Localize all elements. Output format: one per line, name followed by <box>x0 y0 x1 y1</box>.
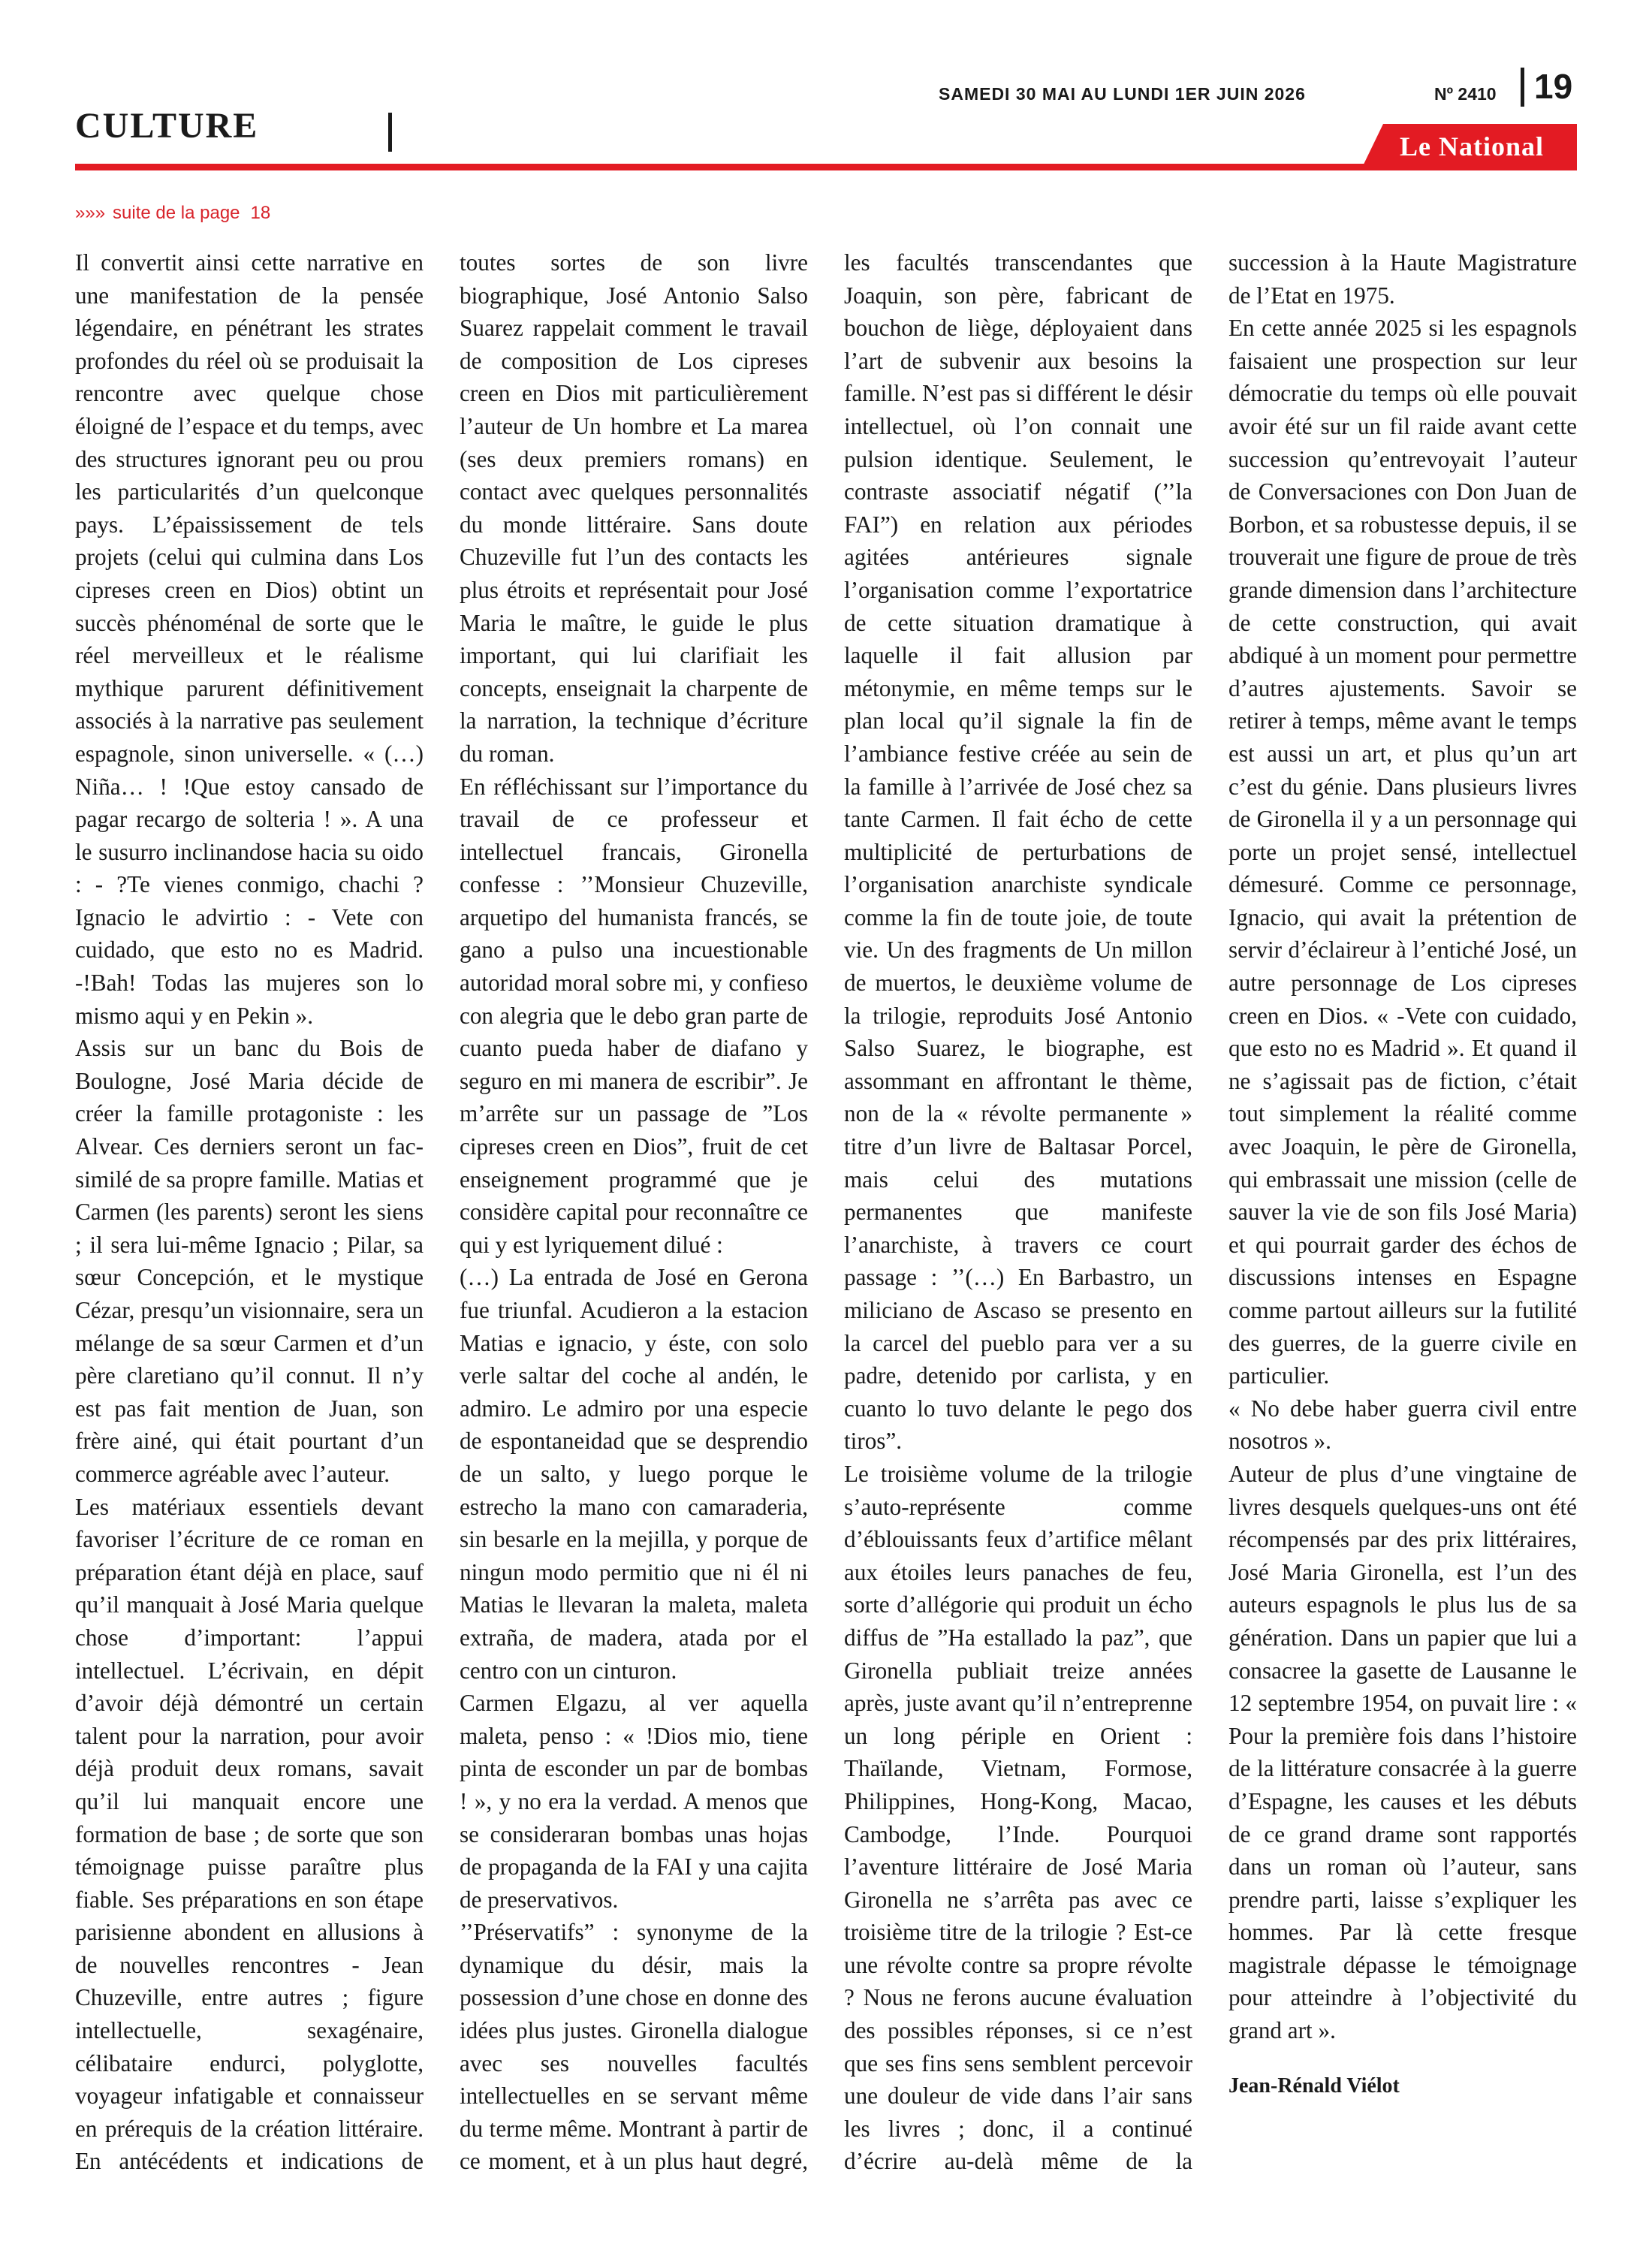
article-paragraph: Assis sur un banc du Bois de Boulogne, José Maria décide de créer la famille protagoniste : les Alvear. Ces derniers seront un fac-similé de sa propre famille. Matias et Carmen (les parents) seront les siens ; il sera lui-même Ignacio ; Pilar, sa sœur Concepción, et le mystique Cézar, presqu’un visionnaire, sera un mélange de sa sœur Carmen et d’un père claretiano qu’il connut. Il n’y est pas fait mention de Juan, son frère ainé, qui était pourtant d’un commerce agréable avec l’auteur. <box>75 1035 424 1487</box>
issue-date: SAMEDI 30 MAI AU LUNDI 1ER JUIN 2026 <box>939 84 1306 104</box>
article-paragraph: En réfléchissant sur l’importance du travail de ce professeur et intellectuel francais, Gironella confesse : ’’Monsieur Chuzeville, arquetipo del humanista francés, se gano a pulso una incuestionable autoridad moral sobre mi, y confieso con alegria que le debo gran parte de cuanto pueda haber de diafano y seguro en mi manera de escribir”. Je m’arrête sur un passage de ”Los cipreses creen en Dios”, fruit de cet enseignement programmé que je considère capital pour reconnaître ce qui y est lyriquement dilué : <box>460 773 808 1258</box>
article-paragraph: Carmen Elgazu, al ver aquella maleta, penso : « !Dios mio, tiene pinta de esconder un par de bombas ! », y no era la verdad. A menos que se consideraran bombas unas hojas de propaganda de la FAI y una cajita de preservativos. <box>460 1690 808 1913</box>
article-paragraph: « No debe haber guerra civil entre nosotros ». <box>1228 1395 1577 1455</box>
continued-arrows: »»» <box>75 203 106 223</box>
article-paragraph: En cette année 2025 si les espagnols faisaient une prospection sur leur démocratie du temps où elle pouvait avoir été sur un fil raide avant cette succession qu’entrevoyait l’auteur de Conversaciones con Don Juan de Borbon, et sa robustesse depuis, il se trouverait une figure de proue de très grande dimension dans l’architecture de cette construction, qui avait abdiqué à un moment pour permettre d’autres ajustements. Savoir se retirer à temps, même avant le temps est aussi un art, et plus qu’un art c’est du génie. Dans plusieurs livres de Gironella il y a un personnage qui porte un projet sensé, intellectuel démesuré. Comme ce personnage, Ignacio, qui avait la prétention de servir d’éclaireur à l’entiché José, un autre personnage de Los cipreses creen en Dios. « -Vete con cuidado, que esto no es Madrid ». Et quand il ne s’agissait pas de fiction, c’était tout simplement la réalité comme avec Joaquin, le père de Gironella, qui embrassait une mission (celle de sauver la vie de son fils José Maria) et qui pourrait garder des échos de discussions intenses en Espagne comme partout ailleurs sur la futilité des guerres, de la guerre civile en particulier. <box>1228 315 1577 1389</box>
article-paragraph: Il convertit ainsi cette narrative en une manifestation de la pensée légendaire, en pénétrant les strates profondes du réel où se produisait la rencontre avec quelque chose éloigné de l’espace et du temps, avec des structures ignorant peu ou prou les particularités d’un quelconque pays. L’épaississement de tels projets (celui qui culmina dans Los cipreses creen en Dios) obtint un succès phénoménal de sorte que le réel merveilleux et le réalisme mythique parurent définitivement associés à la narrative pas seulement espagnole, sinon universelle. « (…) Niña… ! !Que estoy cansado de pagar recargo de solteria ! ». A una le susurro inclinandose hacia su oido : - ?Te vienes conmigo, chachi ? Ignacio le advirtio : - Vete con cuidado, que esto no es Madrid. -!Bah! Todas las mujeres son lo mismo aqui y en Pekin ». <box>75 249 424 1029</box>
header-divider <box>1521 68 1524 107</box>
brand-logo: Le National <box>1399 131 1544 161</box>
article-paragraph: Auteur de plus d’une vingtaine de livres desquels quelques-uns ont été récompensés par des prix littéraires, José Maria Gironella, est l’un des auteurs espagnols le plus lus de sa génération. Dans un papier que lui a consacree la gasette de Lausanne le 12 septembre 1954, on puvait lire : « Pour la première fois dans l’histoire de la littérature consacrée à la guerre d’Espagne, les causes et les débuts de ce grand drame sont rapportés dans un roman où l’auteur, sans prendre parti, laisse s’expliquer les hommes. Par là cette fresque magistrale dépasse le témoignage pour atteindre à l’objectivité du grand art ». <box>1228 1460 1577 2044</box>
section-title: CULTURE <box>75 106 259 146</box>
section-divider <box>388 113 392 152</box>
header-rule <box>75 164 1577 170</box>
article-body <box>75 246 1577 2193</box>
continued-label: suite de la page <box>113 203 240 223</box>
article-paragraph: (…) La entrada de José en Gerona fue triunfal. Acudieron a la estacion Matias e ignacio, y éste, con solo verle saltar del coche al andén, le admiro. Le admiro por una especie de espontaneidad que se desprendio de un salto, y luego porque le estrecho la mano con camaraderia, sin besarle en la mejilla, y porque de ningun modo permitio que ni él ni Matias le llevaran la maleta, maleta extraña, de madera, atada por el centro con un cinturon. <box>460 1264 808 1684</box>
continued-page: 18 <box>250 203 271 223</box>
article-paragraph: ’’Préservatifs” : synonyme de la dynamique du désir, mais la possession d’une chose en donne des idées plus justes. Gironella dialogue avec ses nouvelles facultés intellectuelles en se servant même du terme même. Montrant à partir de ce moment, et à un plus haut degré, les facultés transcendantes que Joaquin, son père, fabricant de bouchon de liège, déployaient dans l’art de subvenir aux besoins la famille. N’est pas si différent le désir intellectuel, où l’on connait une pulsion identique. Seulement, le contraste associatif négatif (’’la FAI”) en relation aux périodes agitées antérieures signale l’organisation comme l’exportatrice de cette situation dramatique à laquelle il fait allusion par métonymie, en même temps sur le plan local qu’il signale la fin de l’ambiance festive créée au sein de la famille à l’arrivée de José chez sa tante Carmen. Il fait écho de cette multiplicité de perturbations de l’organisation anarchiste syndicale comme la fin de toute joie, de toute vie. Un des fragments de Un millon de muertos, le deuxième volume de la trilogie, reproduits José Antonio Salso Suarez, le biographe, est assommant en affrontant le thème, non de la « révolte permanente » titre d’un livre de Baltasar Porcel, mais celui des mutations permanentes que manifeste l’anarchiste, à travers ce court passage : ’’(…) En Barbastro, un miliciano de Ascaso se presento en la carcel del pueblo para ver a su padre, detenido por carlista, y en cuanto lo tuvo delante le pego dos tiros”. <box>460 249 1192 2175</box>
issue-number: Nº 2410 <box>1434 84 1497 104</box>
article-paragraph: Les matériaux essentiels devant favoriser l’écriture de ce roman en préparation étant déjà en place, sauf qu’il manquait à José Maria quelque chose d’important: l’appui intellectuel. L’écrivain, en dépit d’avoir déjà démontré un certain talent pour la narration, pour avoir déjà produit deux romans, savait qu’il lui manquait encore une formation de base ; de sorte que son témoignage puisse paraître plus fiable. Ses préparations en son étape parisienne abondent en allusions à de nouvelles rencontres - Jean Chuzeville, entre autres ; figure intellectuelle, sexagénaire, célibataire endurci, polyglotte, voyageur infatigable et connaisseur en prérequis de la création littéraire. En antécédents et indications de toutes sortes de son livre biographique, José Antonio Salso Suarez rappelait comment le travail de composition de Los cipreses creen en Dios mit particulièrement l’auteur de Un hombre et La marea (ses deux premiers romans) en contact avec quelques personnalités du monde littéraire. Sans doute Chuzeville fut l’un des contacts les plus étroits et représentait pour José Maria le maître, le guide le plus important, qui lui clarifiait les concepts, enseignait la charpente de la narration, la technique d’écriture du roman. <box>75 249 808 2175</box>
article-paragraph: Le troisième volume de la trilogie s’auto-représente comme d’éblouissants feux d’artifice mêlant aux étoiles leurs panaches de feu, sorte d’allégorie qui produit un écho diffus de ”Ha estallado la paz”, que Gironella publiait treize années après, juste avant qu’il n’entreprenne un long périple en Orient : Thaïlande, Vietnam, Formose, Philippines, Hong-Kong, Macao, Cambodge, l’Inde. Pourquoi l’aventure littéraire de José Maria Gironella ne s’arrêta pas avec ce troisième titre de la trilogie ? Est-ce une révolte contre sa propre révolte ? Nous ne ferons aucune évaluation des possibles réponses, si ce n’est que ses fins sens semblent percevoir une douleur de vide dans l’air sans les livres ; donc, il a continué d’écrire au-delà même de la succession à la Haute Magistrature de l’Etat en 1975. <box>844 249 1577 2175</box>
author-byline: Jean-Rénald Viélot <box>1228 2074 1400 2098</box>
continued-from[interactable] <box>75 203 270 224</box>
page-number: 19 <box>1534 67 1573 106</box>
